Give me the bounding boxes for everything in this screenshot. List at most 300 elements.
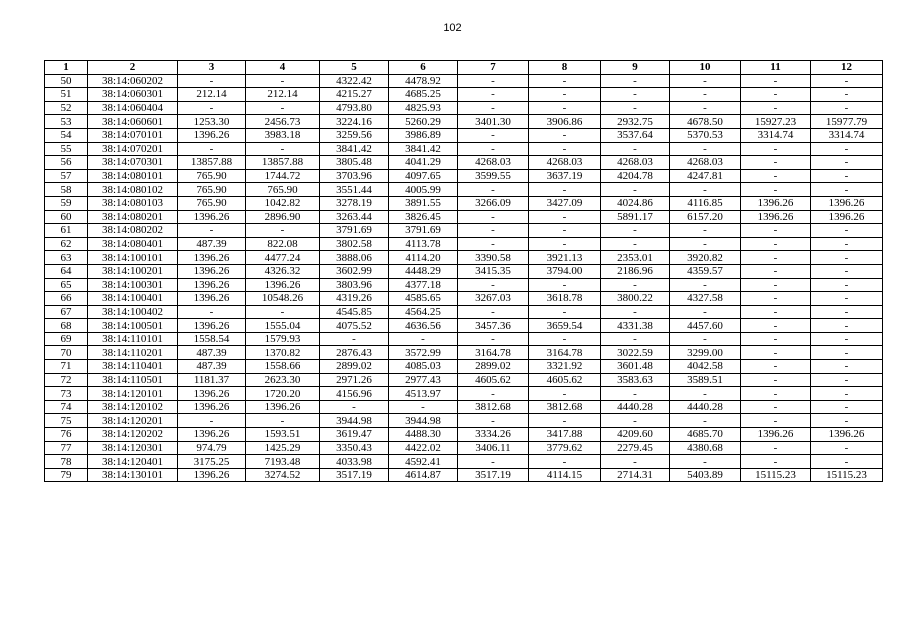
- table-cell: 3278.19: [320, 196, 389, 210]
- table-row: [45, 237, 883, 251]
- table-row: [45, 305, 883, 319]
- table-cell: 4247.81: [670, 169, 741, 183]
- table-cell: -: [458, 305, 529, 319]
- table-cell: 13857.88: [178, 156, 246, 170]
- table-cell: -: [670, 414, 741, 428]
- table-cell: 4114.20: [389, 251, 458, 265]
- table-cell: -: [811, 332, 883, 346]
- table-cell: 3401.30: [458, 115, 529, 129]
- table-row: [45, 128, 883, 142]
- table-cell: 1396.26: [178, 251, 246, 265]
- table-cell: 2932.75: [601, 115, 670, 129]
- table-cell: 4478.92: [389, 74, 458, 88]
- table-cell: 3659.54: [529, 319, 601, 333]
- table-cell: 1396.26: [246, 278, 320, 292]
- table-cell: -: [529, 414, 601, 428]
- table-cell: -: [601, 74, 670, 88]
- table-cell: 212.14: [246, 88, 320, 102]
- table-cell: -: [529, 278, 601, 292]
- table-cell: -: [458, 142, 529, 156]
- table-cell: -: [458, 332, 529, 346]
- table-row: [45, 224, 883, 238]
- column-header: 12: [811, 61, 883, 75]
- table-cell: 38:14:060202: [88, 74, 178, 88]
- table-cell: -: [246, 101, 320, 115]
- table-cell: -: [246, 305, 320, 319]
- table-cell: -: [601, 237, 670, 251]
- data-table: [44, 60, 883, 482]
- table-cell: 4457.60: [670, 319, 741, 333]
- table-cell: -: [811, 74, 883, 88]
- table-cell: -: [670, 455, 741, 469]
- table-cell: -: [811, 441, 883, 455]
- table-row: [45, 74, 883, 88]
- table-cell: 68: [45, 319, 88, 333]
- column-header: 10: [670, 61, 741, 75]
- table-cell: 4614.87: [389, 468, 458, 482]
- table-cell: 3164.78: [529, 346, 601, 360]
- table-cell: 3800.22: [601, 292, 670, 306]
- table-cell: 63: [45, 251, 88, 265]
- table-cell: 3517.19: [458, 468, 529, 482]
- table-cell: 3224.16: [320, 115, 389, 129]
- table-cell: 3314.74: [741, 128, 811, 142]
- table-cell: 3619.47: [320, 428, 389, 442]
- column-header: 1: [45, 61, 88, 75]
- table-row: [45, 468, 883, 482]
- table-cell: 2896.90: [246, 210, 320, 224]
- table-cell: -: [741, 88, 811, 102]
- table-cell: -: [246, 414, 320, 428]
- table-cell: 38:14:100301: [88, 278, 178, 292]
- table-cell: 1396.26: [178, 264, 246, 278]
- table-cell: 4204.78: [601, 169, 670, 183]
- table-cell: 38:14:120101: [88, 387, 178, 401]
- table-cell: 60: [45, 210, 88, 224]
- table-cell: -: [811, 142, 883, 156]
- table-cell: -: [178, 414, 246, 428]
- table-cell: 38:14:100101: [88, 251, 178, 265]
- table-cell: 765.90: [246, 183, 320, 197]
- table-cell: 3983.18: [246, 128, 320, 142]
- table-row: [45, 101, 883, 115]
- table-row: [45, 278, 883, 292]
- table-cell: -: [529, 387, 601, 401]
- table-cell: 4793.80: [320, 101, 389, 115]
- table-cell: 56: [45, 156, 88, 170]
- table-cell: 4422.02: [389, 441, 458, 455]
- table-cell: 38:14:110101: [88, 332, 178, 346]
- table-cell: 38:14:080201: [88, 210, 178, 224]
- table-cell: -: [389, 332, 458, 346]
- table-cell: 1396.26: [178, 387, 246, 401]
- table-cell: -: [320, 332, 389, 346]
- table-cell: 76: [45, 428, 88, 442]
- table-cell: 4488.30: [389, 428, 458, 442]
- table-cell: 3601.48: [601, 360, 670, 374]
- table-cell: -: [529, 183, 601, 197]
- table-cell: -: [741, 346, 811, 360]
- table-cell: 3457.36: [458, 319, 529, 333]
- table-row: [45, 292, 883, 306]
- table-cell: 54: [45, 128, 88, 142]
- table-cell: -: [601, 224, 670, 238]
- table-cell: 4513.97: [389, 387, 458, 401]
- table-cell: 2876.43: [320, 346, 389, 360]
- table-cell: -: [529, 237, 601, 251]
- table-cell: -: [670, 278, 741, 292]
- table-cell: -: [529, 224, 601, 238]
- table-cell: -: [811, 387, 883, 401]
- table-cell: -: [741, 332, 811, 346]
- table-cell: 1396.26: [178, 210, 246, 224]
- table-cell: -: [458, 224, 529, 238]
- table-cell: -: [529, 88, 601, 102]
- table-cell: -: [811, 237, 883, 251]
- table-row: [45, 441, 883, 455]
- table-cell: 38:14:120102: [88, 400, 178, 414]
- table-cell: -: [178, 142, 246, 156]
- table-cell: 77: [45, 441, 88, 455]
- table-cell: -: [320, 400, 389, 414]
- table-cell: 38:14:070301: [88, 156, 178, 170]
- table-cell: 4041.29: [389, 156, 458, 170]
- table-cell: 4440.28: [670, 400, 741, 414]
- table-cell: 65: [45, 278, 88, 292]
- table-cell: 4685.25: [389, 88, 458, 102]
- table-cell: 4326.32: [246, 264, 320, 278]
- column-header: 6: [389, 61, 458, 75]
- table-cell: -: [458, 455, 529, 469]
- table-cell: 2714.31: [601, 468, 670, 482]
- table-cell: 38:14:100402: [88, 305, 178, 319]
- table-cell: 3637.19: [529, 169, 601, 183]
- table-cell: 4085.03: [389, 360, 458, 374]
- table-cell: 2186.96: [601, 264, 670, 278]
- table-cell: 765.90: [178, 169, 246, 183]
- page-number: 102: [443, 22, 462, 34]
- table-cell: 4636.56: [389, 319, 458, 333]
- table-row: [45, 414, 883, 428]
- table-cell: -: [741, 169, 811, 183]
- table-cell: -: [458, 88, 529, 102]
- table-cell: 4156.96: [320, 387, 389, 401]
- table-cell: 38:14:120202: [88, 428, 178, 442]
- table-cell: 3921.13: [529, 251, 601, 265]
- table-cell: 487.39: [178, 346, 246, 360]
- table-cell: 3841.42: [389, 142, 458, 156]
- table-cell: -: [670, 224, 741, 238]
- table-cell: 1396.26: [178, 319, 246, 333]
- table-cell: 38:14:080103: [88, 196, 178, 210]
- table-cell: -: [458, 183, 529, 197]
- table-cell: -: [741, 455, 811, 469]
- table-cell: 487.39: [178, 237, 246, 251]
- table-cell: 59: [45, 196, 88, 210]
- table-cell: 66: [45, 292, 88, 306]
- table-cell: 53: [45, 115, 88, 129]
- column-header: 3: [178, 61, 246, 75]
- table-cell: -: [178, 101, 246, 115]
- table-cell: 3314.74: [811, 128, 883, 142]
- table-cell: -: [811, 414, 883, 428]
- table-cell: 3350.43: [320, 441, 389, 455]
- table-cell: -: [178, 305, 246, 319]
- table-cell: 3572.99: [389, 346, 458, 360]
- table-cell: 50: [45, 74, 88, 88]
- table-cell: 75: [45, 414, 88, 428]
- table-cell: 1396.26: [741, 428, 811, 442]
- table-cell: 38:14:080102: [88, 183, 178, 197]
- table-cell: 3299.00: [670, 346, 741, 360]
- table-cell: 3266.09: [458, 196, 529, 210]
- table-cell: 1396.26: [811, 210, 883, 224]
- table-row: [45, 115, 883, 129]
- table-cell: 5891.17: [601, 210, 670, 224]
- table-cell: -: [601, 142, 670, 156]
- table-cell: 5370.53: [670, 128, 741, 142]
- table-cell: -: [529, 210, 601, 224]
- table-cell: -: [529, 101, 601, 115]
- table-cell: 3618.78: [529, 292, 601, 306]
- table-cell: 4075.52: [320, 319, 389, 333]
- table-row: [45, 400, 883, 414]
- table-cell: 4331.38: [601, 319, 670, 333]
- table-row: [45, 183, 883, 197]
- table-cell: -: [601, 414, 670, 428]
- table-cell: -: [741, 224, 811, 238]
- table-cell: -: [458, 128, 529, 142]
- table-cell: 1558.54: [178, 332, 246, 346]
- table-row: [45, 373, 883, 387]
- table-cell: 4605.62: [458, 373, 529, 387]
- table-cell: 4322.42: [320, 74, 389, 88]
- table-cell: 38:14:130101: [88, 468, 178, 482]
- table-cell: -: [670, 142, 741, 156]
- table-cell: 15977.79: [811, 115, 883, 129]
- table-cell: 4209.60: [601, 428, 670, 442]
- table-cell: 4268.03: [670, 156, 741, 170]
- table-cell: 1396.26: [178, 400, 246, 414]
- table-header-row: [45, 61, 883, 75]
- table-cell: -: [178, 224, 246, 238]
- table-cell: 3906.86: [529, 115, 601, 129]
- table-cell: 4440.28: [601, 400, 670, 414]
- table-cell: 1253.30: [178, 115, 246, 129]
- table-cell: 4113.78: [389, 237, 458, 251]
- table-cell: 3803.96: [320, 278, 389, 292]
- table-cell: 15115.23: [811, 468, 883, 482]
- table-cell: -: [811, 156, 883, 170]
- table-cell: 3583.63: [601, 373, 670, 387]
- table-cell: 3417.88: [529, 428, 601, 442]
- table-cell: 3812.68: [529, 400, 601, 414]
- table-cell: -: [741, 264, 811, 278]
- table-cell: -: [670, 183, 741, 197]
- table-cell: -: [811, 251, 883, 265]
- table-cell: 3891.55: [389, 196, 458, 210]
- table-cell: 4359.57: [670, 264, 741, 278]
- table-cell: 38:14:060601: [88, 115, 178, 129]
- table-cell: 38:14:110201: [88, 346, 178, 360]
- table-cell: -: [458, 74, 529, 88]
- table-cell: 69: [45, 332, 88, 346]
- table-cell: 4268.03: [458, 156, 529, 170]
- table-cell: -: [670, 332, 741, 346]
- table-cell: 3779.62: [529, 441, 601, 455]
- table-cell: 61: [45, 224, 88, 238]
- table-cell: 822.08: [246, 237, 320, 251]
- table-cell: -: [811, 101, 883, 115]
- table-cell: 6157.20: [670, 210, 741, 224]
- table-cell: 3274.52: [246, 468, 320, 482]
- table-cell: 974.79: [178, 441, 246, 455]
- table-cell: -: [529, 128, 601, 142]
- table-cell: -: [529, 332, 601, 346]
- table-cell: -: [811, 264, 883, 278]
- table-cell: -: [601, 183, 670, 197]
- table-row: [45, 251, 883, 265]
- table-cell: 38:14:070201: [88, 142, 178, 156]
- table-cell: 1396.26: [178, 468, 246, 482]
- table-cell: 1720.20: [246, 387, 320, 401]
- table-cell: 4268.03: [601, 156, 670, 170]
- table-cell: -: [811, 319, 883, 333]
- table-cell: 1396.26: [178, 292, 246, 306]
- column-header: 4: [246, 61, 320, 75]
- column-header: 7: [458, 61, 529, 75]
- table-cell: 3164.78: [458, 346, 529, 360]
- table-cell: 62: [45, 237, 88, 251]
- table-cell: 3841.42: [320, 142, 389, 156]
- table-cell: -: [811, 292, 883, 306]
- table-row: [45, 387, 883, 401]
- table-cell: -: [670, 88, 741, 102]
- table-cell: 38:14:110401: [88, 360, 178, 374]
- table-cell: 3791.69: [320, 224, 389, 238]
- table-cell: 3920.82: [670, 251, 741, 265]
- table-cell: 3944.98: [389, 414, 458, 428]
- table-cell: 1396.26: [811, 428, 883, 442]
- table-cell: 4564.25: [389, 305, 458, 319]
- table-cell: -: [246, 142, 320, 156]
- table-cell: 4215.27: [320, 88, 389, 102]
- table-cell: 38:14:080202: [88, 224, 178, 238]
- table-cell: 38:14:070101: [88, 128, 178, 142]
- table-cell: 55: [45, 142, 88, 156]
- table-cell: 38:14:120301: [88, 441, 178, 455]
- table-cell: 4545.85: [320, 305, 389, 319]
- table-cell: 67: [45, 305, 88, 319]
- table-cell: 487.39: [178, 360, 246, 374]
- table-cell: 1579.93: [246, 332, 320, 346]
- table-cell: 4268.03: [529, 156, 601, 170]
- table-cell: 2971.26: [320, 373, 389, 387]
- table-cell: -: [741, 292, 811, 306]
- table-cell: 72: [45, 373, 88, 387]
- table-cell: -: [601, 455, 670, 469]
- table-cell: 4605.62: [529, 373, 601, 387]
- table-cell: 4327.58: [670, 292, 741, 306]
- table-cell: -: [389, 400, 458, 414]
- table-cell: -: [741, 387, 811, 401]
- table-cell: -: [529, 74, 601, 88]
- table-cell: 1396.26: [178, 128, 246, 142]
- table-row: [45, 196, 883, 210]
- table-cell: -: [811, 169, 883, 183]
- table-cell: 3537.64: [601, 128, 670, 142]
- table-cell: -: [811, 88, 883, 102]
- table-cell: -: [741, 373, 811, 387]
- table-cell: 4380.68: [670, 441, 741, 455]
- column-header: 11: [741, 61, 811, 75]
- table-row: [45, 455, 883, 469]
- table-row: [45, 169, 883, 183]
- table-cell: -: [601, 305, 670, 319]
- table-cell: 7193.48: [246, 455, 320, 469]
- table-cell: 3321.92: [529, 360, 601, 374]
- table-cell: 15927.23: [741, 115, 811, 129]
- table-cell: 58: [45, 183, 88, 197]
- table-cell: -: [601, 88, 670, 102]
- table-cell: 1744.72: [246, 169, 320, 183]
- table-cell: -: [811, 455, 883, 469]
- table-row: [45, 428, 883, 442]
- table-cell: -: [601, 387, 670, 401]
- table-cell: 4377.18: [389, 278, 458, 292]
- table-cell: 3267.03: [458, 292, 529, 306]
- table-cell: 57: [45, 169, 88, 183]
- table-cell: 1558.66: [246, 360, 320, 374]
- table-cell: 2353.01: [601, 251, 670, 265]
- table-cell: -: [529, 142, 601, 156]
- table-cell: 73: [45, 387, 88, 401]
- table-cell: 1396.26: [741, 210, 811, 224]
- table-cell: 4042.58: [670, 360, 741, 374]
- table-cell: 4585.65: [389, 292, 458, 306]
- table-cell: 4592.41: [389, 455, 458, 469]
- table-cell: -: [246, 224, 320, 238]
- table-cell: -: [741, 142, 811, 156]
- table-cell: -: [741, 183, 811, 197]
- table-cell: -: [811, 278, 883, 292]
- table-cell: -: [741, 360, 811, 374]
- table-cell: 3826.45: [389, 210, 458, 224]
- table-cell: 52: [45, 101, 88, 115]
- table-cell: 79: [45, 468, 88, 482]
- table-cell: -: [529, 305, 601, 319]
- table-cell: -: [811, 360, 883, 374]
- table-cell: 1593.51: [246, 428, 320, 442]
- table-cell: 765.90: [178, 183, 246, 197]
- table-cell: 38:14:120401: [88, 455, 178, 469]
- table-cell: 38:14:060404: [88, 101, 178, 115]
- table-body: [45, 74, 883, 482]
- table-cell: 765.90: [178, 196, 246, 210]
- table-row: [45, 360, 883, 374]
- table-row: [45, 346, 883, 360]
- table-cell: -: [741, 414, 811, 428]
- column-header: 2: [88, 61, 178, 75]
- table-cell: 3175.25: [178, 455, 246, 469]
- table-cell: -: [178, 74, 246, 88]
- table-cell: 4477.24: [246, 251, 320, 265]
- table-cell: 38:14:120201: [88, 414, 178, 428]
- table-cell: 1425.29: [246, 441, 320, 455]
- table-cell: 78: [45, 455, 88, 469]
- table-cell: 64: [45, 264, 88, 278]
- table-cell: -: [670, 74, 741, 88]
